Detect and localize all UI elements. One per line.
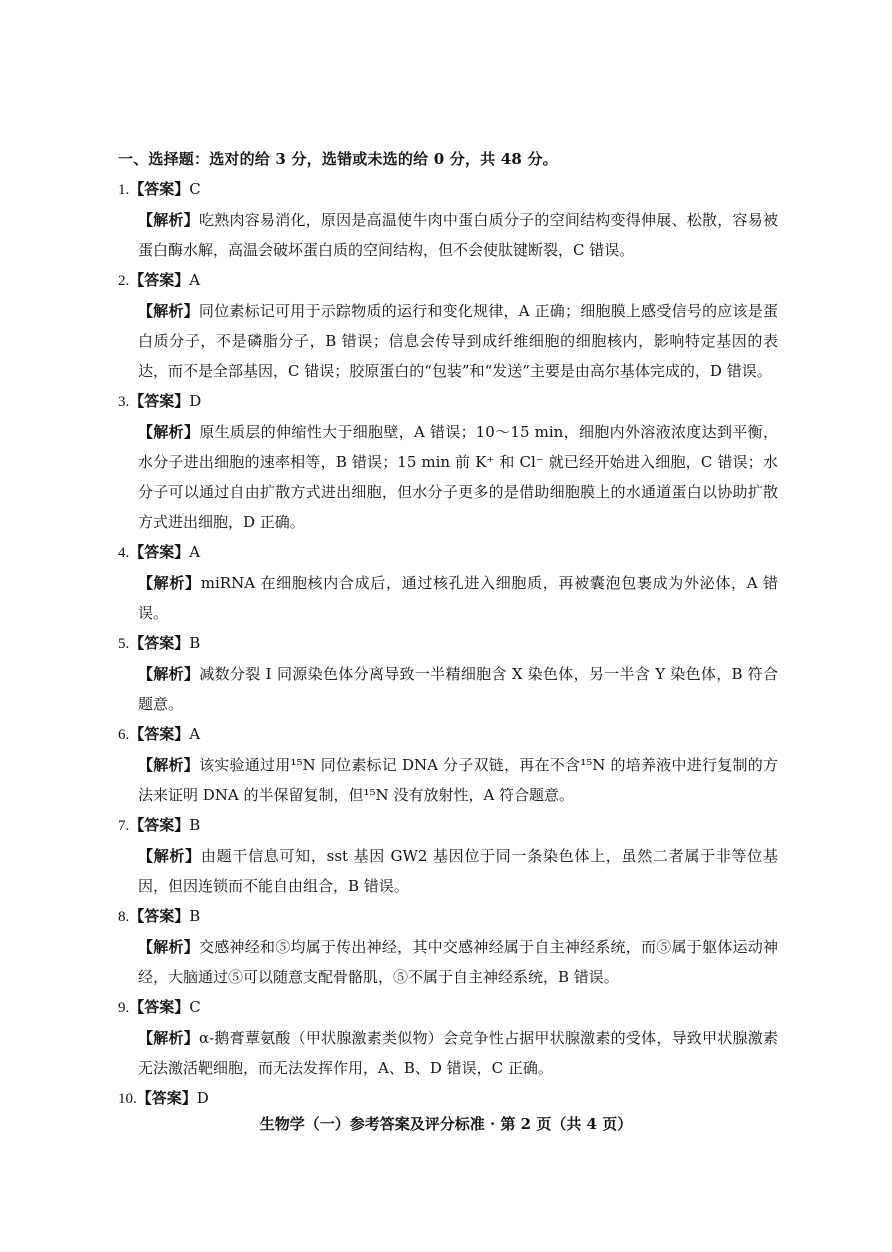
analysis-text bbox=[138, 296, 778, 386]
answer-label: 【答案】 bbox=[129, 180, 190, 198]
answer-line bbox=[118, 265, 778, 296]
answer-line bbox=[118, 1083, 778, 1114]
analysis-body: 原生质层的伸缩性大于细胞壁，A 错误；10～15 min，细胞内外溶液浓度达到平衡，水分子进出细胞的速率相等，B 错误；15 min 前 K⁺ 和 Cl⁻ 就已经开始进入细胞，C 错误；水分子可以通过自由扩散方式进出细胞，但水分子更多的是借助细胞膜上的水通道蛋白以协助扩散方式进出细胞，D 正确。 bbox=[138, 423, 778, 531]
page-footer: 生物学（一）参考答案及评分标准 · 第 2 页（共 4 页） bbox=[259, 1115, 633, 1133]
answer-line bbox=[118, 719, 778, 750]
analysis-text bbox=[138, 659, 778, 719]
answer-item bbox=[118, 810, 778, 901]
answer-value: A bbox=[189, 725, 201, 743]
analysis-text bbox=[138, 841, 778, 901]
analysis-body: miRNA 在细胞核内合成后，通过核孔进入细胞质，再被囊泡包裹成为外泌体，A 错误。 bbox=[138, 574, 778, 622]
analysis-body: 该实验通过用¹⁵N 同位素标记 DNA 分子双链，再在不含¹⁵N 的培养液中进行复制的方法来证明 DNA 的半保留复制，但¹⁵N 没有放射性，A 符合题意。 bbox=[138, 756, 778, 804]
answer-item bbox=[118, 174, 778, 265]
answer-item bbox=[118, 719, 778, 810]
question-number: 8. bbox=[118, 909, 130, 925]
answer-item bbox=[118, 992, 778, 1083]
question-number: 4. bbox=[118, 545, 130, 561]
analysis-text bbox=[138, 932, 778, 992]
answer-label: 【答案】 bbox=[129, 543, 190, 561]
question-number: 7. bbox=[118, 818, 130, 834]
answer-value: D bbox=[196, 1089, 209, 1107]
analysis-body: α-鹅膏蕈氨酸（甲状腺激素类似物）会竞争性占据甲状腺激素的受体，导致甲状腺激素无法激活靶细胞，而无法发挥作用，A、B、D 错误，C 正确。 bbox=[138, 1029, 778, 1077]
answer-item bbox=[118, 265, 778, 386]
analysis-label: 【解析】 bbox=[138, 302, 199, 320]
answer-label: 【答案】 bbox=[129, 392, 190, 410]
analysis-body: 由题干信息可知，sst 基因 GW2 基因位于同一条染色体上，虽然二者属于非等位基因，但因连锁而不能自由组合，B 错误。 bbox=[138, 847, 778, 895]
answer-label: 【答案】 bbox=[129, 634, 190, 652]
analysis-label: 【解析】 bbox=[138, 423, 200, 441]
answer-line bbox=[118, 901, 778, 932]
question-number: 9. bbox=[118, 1000, 130, 1016]
answer-value: A bbox=[189, 543, 201, 561]
answer-list bbox=[118, 174, 778, 1114]
answer-value: C bbox=[189, 998, 201, 1016]
analysis-label: 【解析】 bbox=[138, 847, 201, 865]
analysis-body: 吃熟肉容易消化，原因是高温使牛肉中蛋白质分子的空间结构变得伸展、松散，容易被蛋白酶水解，高温会破坏蛋白质的空间结构，但不会使肽键断裂，C 错误。 bbox=[138, 211, 778, 259]
answer-item bbox=[118, 901, 778, 992]
answer-line bbox=[118, 810, 778, 841]
question-number: 6. bbox=[118, 727, 130, 743]
answer-value: A bbox=[189, 271, 201, 289]
answer-item bbox=[118, 1083, 778, 1114]
answer-label: 【答案】 bbox=[129, 271, 190, 289]
analysis-body: 减数分裂 Ⅰ 同源染色体分离导致一半精细胞含 X 染色体，另一半含 Y 染色体，B 符合题意。 bbox=[138, 665, 778, 713]
answer-label: 【答案】 bbox=[129, 725, 190, 743]
question-number: 10. bbox=[118, 1091, 137, 1107]
answer-value: B bbox=[189, 907, 201, 925]
answer-key-content bbox=[118, 144, 778, 1114]
answer-label: 【答案】 bbox=[129, 816, 190, 834]
question-number: 3. bbox=[118, 394, 130, 410]
answer-label: 【答案】 bbox=[136, 1089, 197, 1107]
answer-value: B bbox=[189, 816, 201, 834]
answer-line bbox=[118, 174, 778, 205]
analysis-label: 【解析】 bbox=[138, 938, 199, 956]
analysis-text bbox=[138, 205, 778, 265]
answer-value: C bbox=[189, 180, 201, 198]
answer-label: 【答案】 bbox=[129, 998, 190, 1016]
analysis-label: 【解析】 bbox=[138, 756, 200, 774]
answer-line bbox=[118, 628, 778, 659]
answer-value: B bbox=[189, 634, 201, 652]
analysis-label: 【解析】 bbox=[138, 665, 200, 683]
answer-item bbox=[118, 386, 778, 537]
analysis-label: 【解析】 bbox=[138, 574, 201, 592]
answer-item bbox=[118, 628, 778, 719]
analysis-label: 【解析】 bbox=[138, 1029, 199, 1047]
analysis-label: 【解析】 bbox=[138, 211, 199, 229]
analysis-text bbox=[138, 568, 778, 628]
answer-line bbox=[118, 386, 778, 417]
analysis-body: 交感神经和⑤均属于传出神经，其中交感神经属于自主神经系统，而⑤属于躯体运动神经，大脑通过⑤可以随意支配骨骼肌，⑤不属于自主神经系统，B 错误。 bbox=[138, 938, 778, 986]
answer-line bbox=[118, 992, 778, 1023]
answer-value: D bbox=[189, 392, 202, 410]
analysis-body: 同位素标记可用于示踪物质的运行和变化规律，A 正确；细胞膜上感受信号的应该是蛋白质分子，不是磷脂分子，B 错误；信息会传导到成纤维细胞的细胞核内，影响特定基因的表达，而不是全部基因，C 错误；胶原蛋白的“包装”和“发送”主要是由高尔基体完成的，D 错误。 bbox=[138, 302, 778, 380]
answer-label: 【答案】 bbox=[129, 907, 190, 925]
section-title: 一、选择题：选对的给 3 分，选错或未选的给 0 分，共 48 分。 bbox=[118, 150, 558, 168]
answer-item bbox=[118, 537, 778, 628]
analysis-text bbox=[138, 750, 778, 810]
analysis-text bbox=[138, 417, 778, 537]
question-number: 5. bbox=[118, 636, 130, 652]
answer-line bbox=[118, 537, 778, 568]
question-number: 2. bbox=[118, 273, 130, 289]
analysis-text bbox=[138, 1023, 778, 1083]
question-number: 1. bbox=[118, 182, 130, 198]
